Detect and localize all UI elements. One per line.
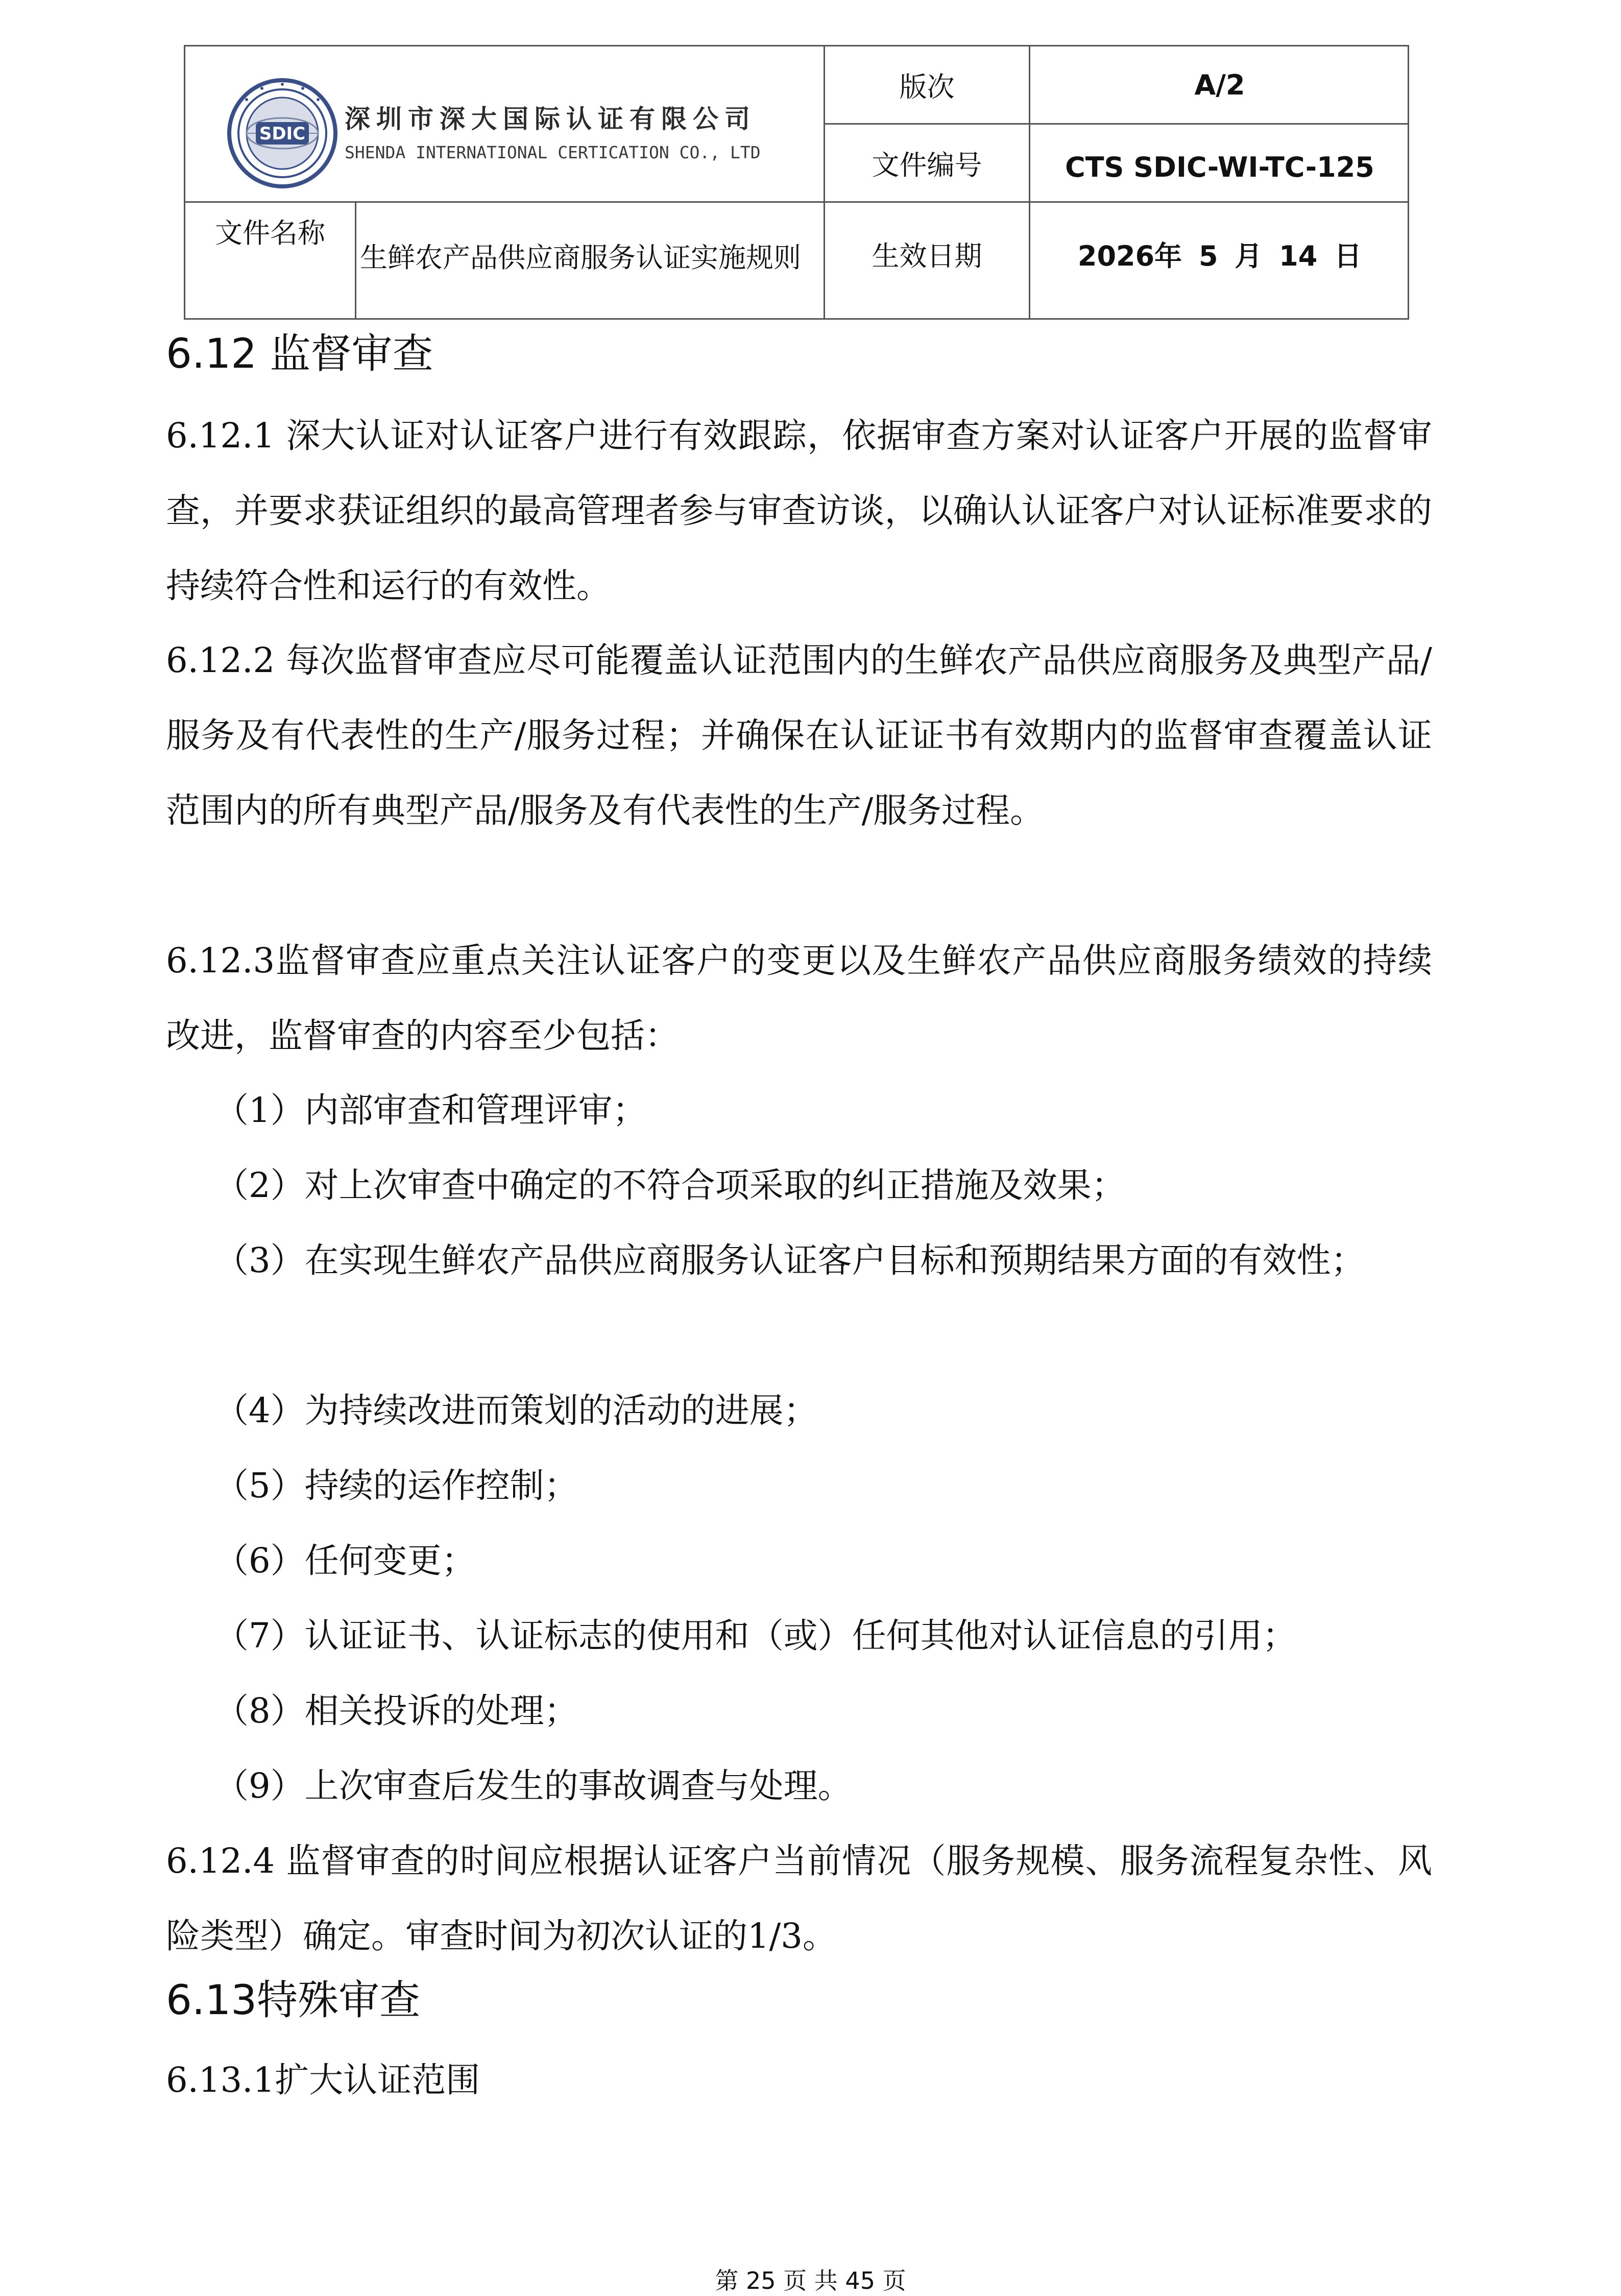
list-item: （1）内部审查和管理评审；	[214, 1090, 647, 1130]
list-item: （7）认证证书、认证标志的使用和（或）任何其他对认证信息的引用；	[214, 1616, 1297, 1656]
doc-number-value: CTS SDIC-WI-TC-125	[1065, 151, 1374, 183]
effective-date-value: 2026年 5 月 14 日	[1077, 240, 1362, 272]
company-name-cn: 深圳市深大国际认证有限公司	[345, 104, 756, 134]
paragraph-6-12-2: 6.12.2 每次监督审查应尽可能覆盖认证范围内的生鲜农产品供应商服务及典型产品/服务及有代表性的生产/服务过程；并确保在认证证书有效期内的监督审查覆盖认证范围内的所有典型产品/服务及有代表性的生产/服务过程。	[166, 640, 1432, 830]
section-heading-6-13: 6.13特殊审查	[166, 1976, 421, 2024]
doc-number-label: 文件编号	[872, 149, 982, 181]
section-heading-6-12: 6.12 监督审查	[166, 330, 433, 377]
list-item: （5）持续的运作控制；	[214, 1466, 578, 1505]
version-label: 版次	[899, 70, 955, 103]
page-number: 第 25 页 共 45 页	[715, 2267, 906, 2294]
company-name-en: SHENDA INTERNATIONAL CERTICATION CO., LTD	[345, 142, 761, 162]
svg-text:SDIC: SDIC	[259, 124, 306, 144]
list-item: （2）对上次审查中确定的不符合项采取的纠正措施及效果；	[214, 1165, 1126, 1205]
list-item: （8）相关投诉的处理；	[214, 1691, 578, 1731]
paragraph-6-12-4: 6.12.4 监督审查的时间应根据认证客户当前情况（服务规模、服务流程复杂性、风险类型）确定。审查时间为初次认证的1/3。	[166, 1841, 1432, 1956]
list-item: （4）为持续改进而策划的活动的进展；	[214, 1391, 818, 1430]
list-item: （9）上次审查后发生的事故调查与处理。	[214, 1766, 852, 1806]
paragraph-6-12-1: 6.12.1 深大认证对认证客户进行有效跟踪，依据审查方案对认证客户开展的监督审查，并要求获证组织的最高管理者参与审查访谈，以确认认证客户对认证标准要求的持续符合性和运行的有效性。	[166, 416, 1432, 606]
doc-name-label: 文件名称	[215, 217, 325, 249]
list-item: （3）在实现生鲜农产品供应商服务认证客户目标和预期结果方面的有效性；	[214, 1240, 1365, 1280]
document-header-table	[184, 45, 1409, 320]
paragraph-6-13-1: 6.13.1扩大认证范围	[166, 2060, 480, 2100]
company-seal-icon	[226, 77, 338, 189]
list-item: （6）任何变更；	[214, 1541, 476, 1581]
version-value: A/2	[1194, 68, 1245, 101]
company-logo	[226, 77, 890, 189]
doc-name-value: 生鲜农产品供应商服务认证实施规则	[360, 242, 801, 274]
paragraph-6-12-3: 6.12.3监督审查应重点关注认证客户的变更以及生鲜农产品供应商服务绩效的持续改进，监督审查的内容至少包括：	[166, 941, 1432, 1056]
effective-date-label: 生效日期	[872, 240, 982, 272]
table-divider	[355, 201, 356, 320]
